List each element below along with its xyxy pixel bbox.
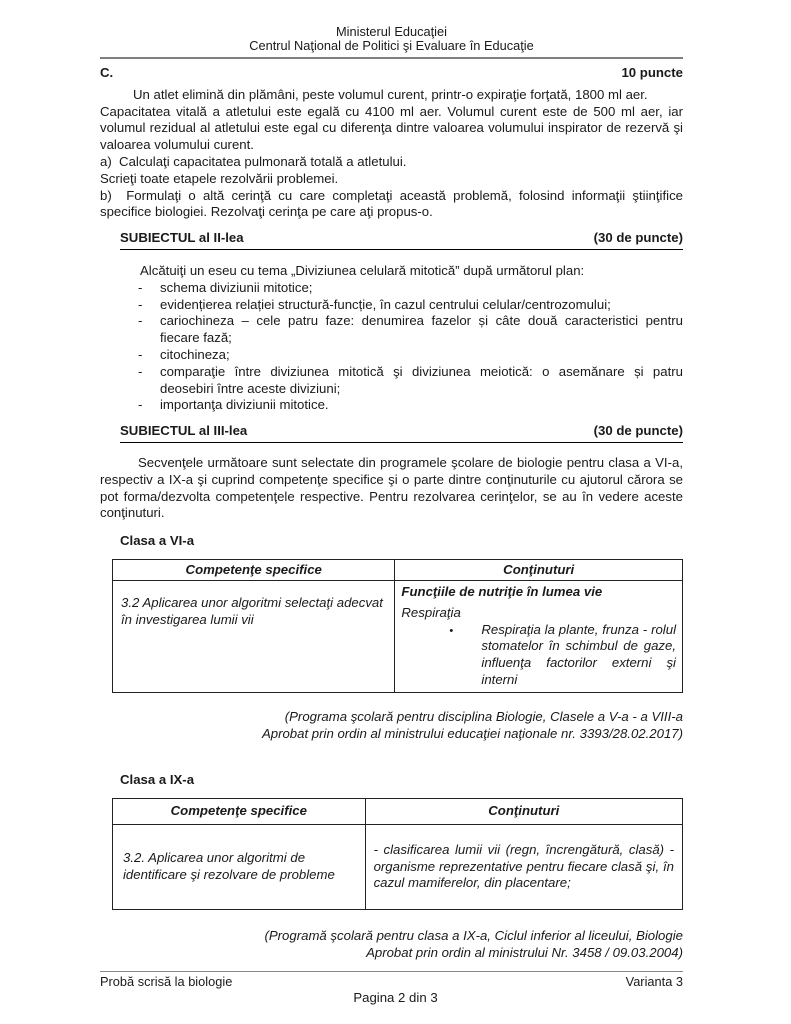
table-header-row (113, 559, 683, 580)
class-6-heading: Clasa a VI-a (120, 533, 195, 549)
footer-exam-type: Probă scrisă la biologie (100, 974, 233, 989)
list-item (100, 347, 683, 364)
citation-line: (Programă şcolară pentru clasa a IX-a, Ciclul inferior al liceului, Biologie (264, 928, 683, 944)
section-c-label: C. (100, 65, 114, 80)
class-9-table (112, 798, 683, 910)
footer-row (100, 971, 683, 989)
list-item-text: cariochineza – cele patru faze: denumirea fazelor și câte două caracteristici pentru fiecare fază; (160, 313, 683, 346)
subject-2-intro: Alcătuiţi un eseu cu tema „Diviziunea celulară mitotică” după următorul plan: (140, 262, 585, 278)
list-item (100, 280, 683, 297)
section-c-item-b: b) Formulaţi o altă cerinţă cu care completaţi această problemă, folosind informaţii ştiinţifice specifice biologiei. Rezolvaţi cerinţa pe care aţi propus-o. (100, 187, 683, 220)
section-c-heading (100, 65, 683, 82)
list-item (100, 397, 683, 414)
section-c-item-a: a) Calculaţi capacitatea pulmonară totală a atletului. (100, 153, 407, 169)
center-name: Centrul Naţional de Politici şi Evaluare în Educaţie (249, 38, 534, 53)
citation-line: Aprobat prin ordin al ministrului educaţiei naţionale nr. 3393/28.02.2017) (261, 725, 683, 741)
section-c-paragraph: Capacitatea vitală a atletului este egală cu 4100 ml aer. Volumul curent este de 500 ml aer, iar volumul rezidual al atletului este egal cu diferenţa dintre valoarea volumului inspirator de rezervă şi valoarea volumului curent. (100, 103, 683, 153)
column-header-competente: Competenţe specifice (113, 559, 395, 580)
footer-page-number: Pagina 2 din 3 (353, 990, 438, 1005)
list-item (100, 313, 683, 347)
class-9-citation (100, 928, 683, 962)
dash-marker: - (138, 346, 143, 362)
bullet-text: Respiraţia la plante, frunza - rolul stomatelor în schimbul de gaze, influenţa factorilor externi şi interni (481, 621, 676, 687)
ministry-name: Ministerul Educaţiei (336, 24, 447, 39)
subject-3-title: SUBIECTUL al III-lea (120, 423, 248, 439)
table-row (113, 825, 683, 910)
content-cell: - clasificarea lumii vii (regn, încrengătură, clasă) - organisme reprezentative pentru fiecare clasă şi, în cazul mamiferelor, din placentare; (365, 825, 682, 910)
dash-marker: - (138, 313, 143, 329)
content-title: Funcţiile de nutriţie în lumea vie (401, 583, 603, 599)
header-divider (100, 57, 683, 59)
class-6-citation (100, 709, 683, 743)
competence-cell: 3.2. Aplicarea unor algoritmi de identificare şi rezolvare de probleme (113, 825, 366, 910)
subject-2-points: (30 de puncte) (593, 230, 683, 246)
content-cell (395, 580, 683, 692)
dash-marker: - (138, 363, 143, 379)
document-header (100, 25, 683, 53)
footer-variant: Varianta 3 (625, 974, 683, 989)
list-item-text: evidențierea relației structură-funcție, în cazul centrului celular/centrozomului; (160, 296, 611, 312)
list-item-text: importanţa diviziunii mitotice. (160, 397, 329, 413)
competence-cell: 3.2 Aplicarea unor algoritmi selectaţi adecvat în investigarea lumii vii (113, 580, 395, 692)
column-header-continuturi: Conţinuturi (365, 799, 682, 825)
list-item-text: comparaţie între diviziunea mitotică şi diviziunea meiotică: o asemănare și patru deosebiri între aceste diviziuni; (160, 363, 683, 396)
list-item-text: citochineza; (160, 346, 230, 362)
column-header-competente: Competenţe specifice (113, 799, 366, 825)
list-item (100, 364, 683, 398)
section-c-points: 10 puncte (621, 65, 683, 80)
section-c-sentence-1: Un atlet elimină din plămâni, peste volumul curent, printr-o expiraţie forţată, 1800 ml aer. (133, 86, 648, 102)
subject-3-points: (30 de puncte) (593, 423, 683, 439)
citation-line: (Programa şcolară pentru disciplina Biologie, Clasele a V-a - a VIII-a (284, 708, 683, 724)
page-footer (0, 971, 791, 1007)
dash-marker: - (138, 279, 143, 295)
dash-marker: - (138, 397, 143, 413)
subject-3-heading (120, 423, 683, 443)
class-9-heading: Clasa a IX-a (120, 772, 195, 788)
essay-plan-list (100, 280, 683, 414)
list-item-text: schema diviziunii mitotice; (160, 279, 313, 295)
bullet-marker: • (449, 624, 454, 637)
class-6-table (112, 559, 683, 693)
subject-2-heading (120, 230, 683, 250)
dash-marker: - (138, 296, 143, 312)
table-row (113, 580, 683, 692)
table-header-row (113, 799, 683, 825)
subject-3-paragraph: Secvenţele următoare sunt selectate din programele şcolare de biologie pentru clasa a VI-a, respectiv a IX-a şi cuprind competenţe specifice şi o parte dintre conţinuturile cu ajutorul cărora se pot forma/dezvolta competenţele respective. Pentru rezolvarea cerinţelor, se au în vedere aceste conţinuturi. (100, 454, 683, 521)
citation-line: Aprobat prin ordin al ministrului Nr. 3458 / 09.03.2004) (366, 944, 683, 960)
section-c-note: Scrieţi toate etapele rezolvării problemei. (100, 170, 339, 186)
column-header-continuturi: Conţinuturi (395, 559, 683, 580)
content-bullet-item (401, 622, 676, 689)
list-item (100, 297, 683, 314)
content-subtitle: Respiraţia (401, 604, 461, 620)
subject-2-title: SUBIECTUL al II-lea (120, 230, 244, 246)
